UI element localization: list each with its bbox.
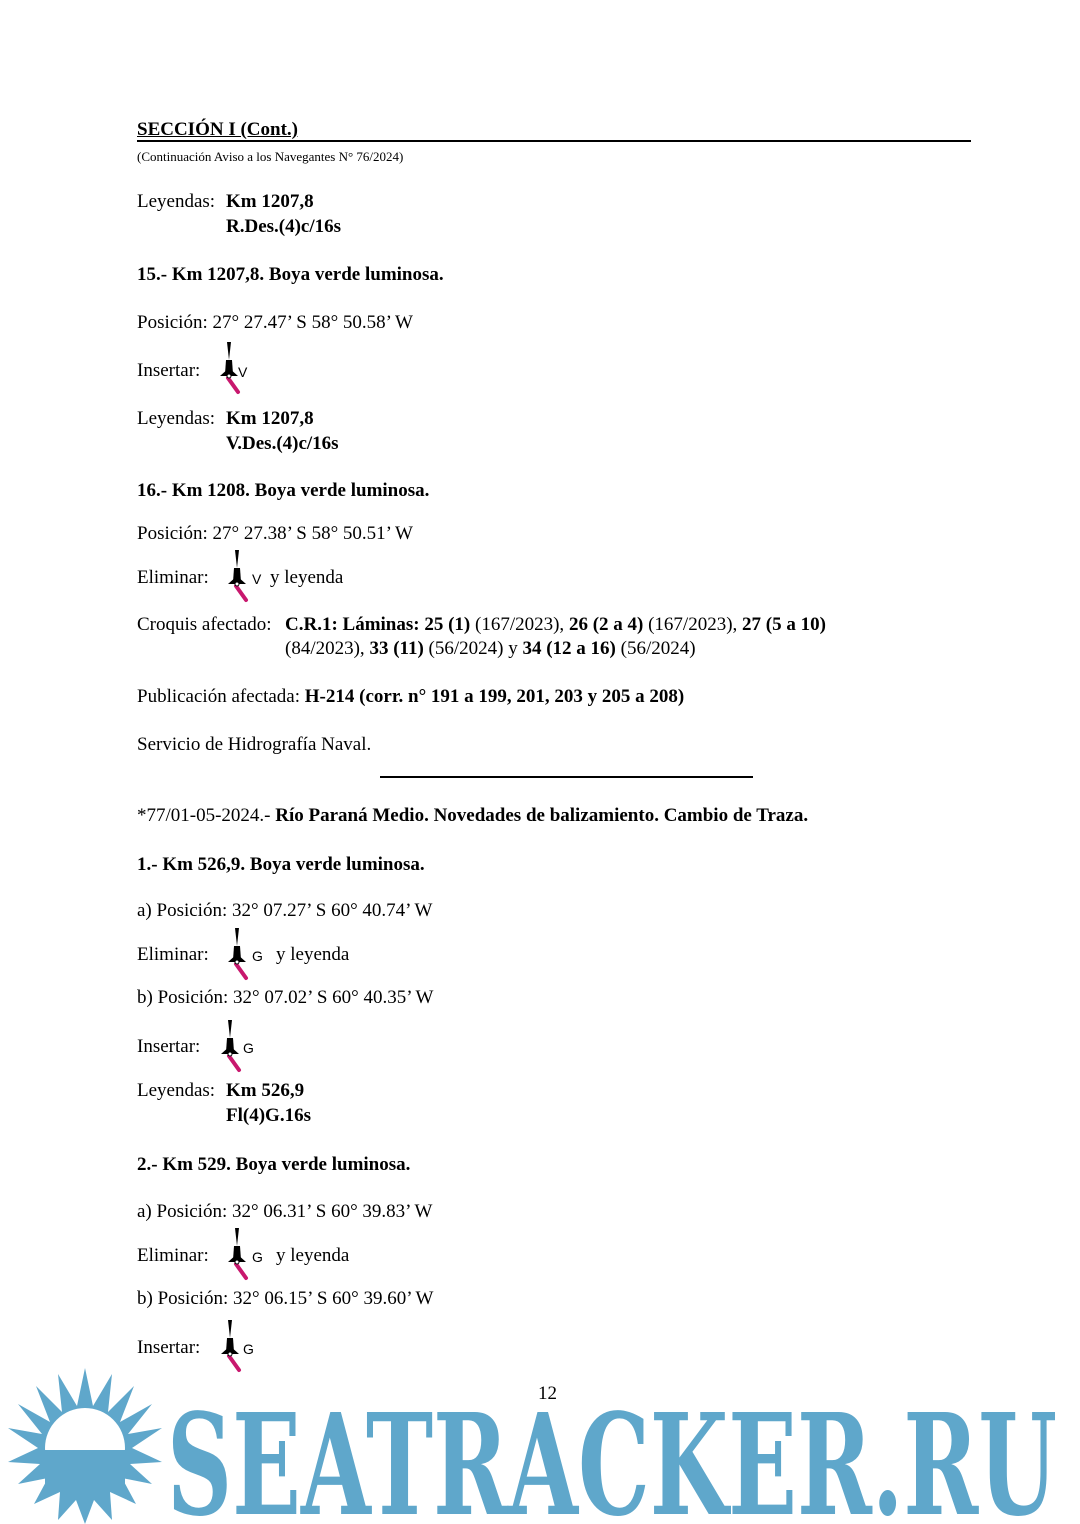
lighted-buoy-icon <box>222 1226 252 1282</box>
buoy-letter: V <box>238 364 248 380</box>
legends-label: Leyendas: <box>137 191 216 212</box>
suffix-text: y leyenda <box>276 1245 350 1266</box>
croquis-part: 34 (12 a 16) <box>522 638 616 659</box>
legend-line: R.Des.(4)c/16s <box>226 216 342 237</box>
section-title: SECCIÓN I (Cont.) <box>137 119 298 140</box>
suffix-text: y leyenda <box>270 567 344 588</box>
watermark-text: SEATRACKER.RU <box>167 1384 1057 1524</box>
separator-rule <box>380 776 753 778</box>
suffix-text: y leyenda <box>276 944 350 965</box>
croquis-part: 33 (11) <box>369 638 424 659</box>
delete-label: Eliminar: <box>137 1245 209 1266</box>
croquis-line-1 <box>285 614 826 636</box>
buoy-letter: G <box>252 1249 263 1265</box>
item-title: 15.- Km 1207,8. Boya verde luminosa. <box>137 264 444 285</box>
croquis-part: (167/2023), <box>643 614 743 635</box>
buoy-letter: G <box>243 1341 254 1357</box>
buoy-letter: V <box>252 571 262 587</box>
item-title: 2.- Km 529. Boya verde luminosa. <box>137 1154 411 1175</box>
croquis-part: 26 (2 a 4) <box>568 614 644 635</box>
header-rule <box>137 140 971 142</box>
buoy-letter: G <box>243 1040 254 1056</box>
legend-line: Km 526,9 <box>226 1080 305 1101</box>
lighted-buoy-icon <box>215 1318 245 1374</box>
insert-label: Insertar: <box>137 360 201 381</box>
insert-label: Insertar: <box>137 1337 201 1358</box>
publication-label: Publicación afectada: <box>137 686 305 707</box>
position-line: Posición: 27° 27.38’ S 58° 50.51’ W <box>137 523 413 544</box>
notice-heading <box>137 805 808 827</box>
item-title: 16.- Km 1208. Boya verde luminosa. <box>137 480 430 501</box>
legend-line: Fl(4)G.16s <box>226 1105 311 1126</box>
position-line: a) Posición: 32° 06.31’ S 60° 39.83’ W <box>137 1201 433 1222</box>
croquis-part: (56/2024) y <box>423 638 523 659</box>
position-line: b) Posición: 32° 06.15’ S 60° 39.60’ W <box>137 1288 434 1309</box>
croquis-part: 27 (5 a 10) <box>742 614 826 635</box>
croquis-label: Croquis afectado: <box>137 614 272 635</box>
position-line: Posición: 27° 27.47’ S 58° 50.58’ W <box>137 312 413 333</box>
delete-label: Eliminar: <box>137 567 209 588</box>
notice-number: *77/01-05-2024.- <box>137 805 276 826</box>
legend-line: Km 1207,8 <box>226 191 314 212</box>
delete-label: Eliminar: <box>137 944 209 965</box>
position-line: a) Posición: 32° 07.27’ S 60° 40.74’ W <box>137 900 433 921</box>
legends-label: Leyendas: <box>137 1080 216 1101</box>
lighted-buoy-icon <box>222 548 252 604</box>
legends-label: Leyendas: <box>137 408 216 429</box>
service-signature: Servicio de Hidrografía Naval. <box>137 734 372 755</box>
croquis-part: (167/2023), <box>470 614 569 635</box>
notice-title: Río Paraná Medio. Novedades de balizamiento. Cambio de Traza. <box>275 805 809 826</box>
section-subtitle: (Continuación Aviso a los Navegantes N° 76/2024) <box>137 149 404 164</box>
position-line: b) Posición: 32° 07.02’ S 60° 40.35’ W <box>137 987 434 1008</box>
publication-value: H-214 (corr. n° 191 a 199, 201, 203 y 205 a 208) <box>304 686 685 707</box>
insert-label: Insertar: <box>137 1036 201 1057</box>
lighted-buoy-icon <box>215 1018 245 1074</box>
croquis-part: (84/2023), <box>285 638 370 659</box>
page-number: 12 <box>538 1383 557 1404</box>
item-title: 1.- Km 526,9. Boya verde luminosa. <box>137 854 425 875</box>
legend-line: Km 1207,8 <box>226 408 314 429</box>
legend-line: V.Des.(4)c/16s <box>226 433 339 454</box>
sea-band <box>45 1450 125 1490</box>
croquis-line-2 <box>285 638 696 660</box>
croquis-part: (56/2024) <box>615 638 696 659</box>
lighted-buoy-icon <box>222 926 252 982</box>
croquis-part: C.R.1: Láminas: 25 (1) <box>285 614 471 635</box>
buoy-letter: G <box>252 948 263 964</box>
publication-line <box>137 686 684 708</box>
